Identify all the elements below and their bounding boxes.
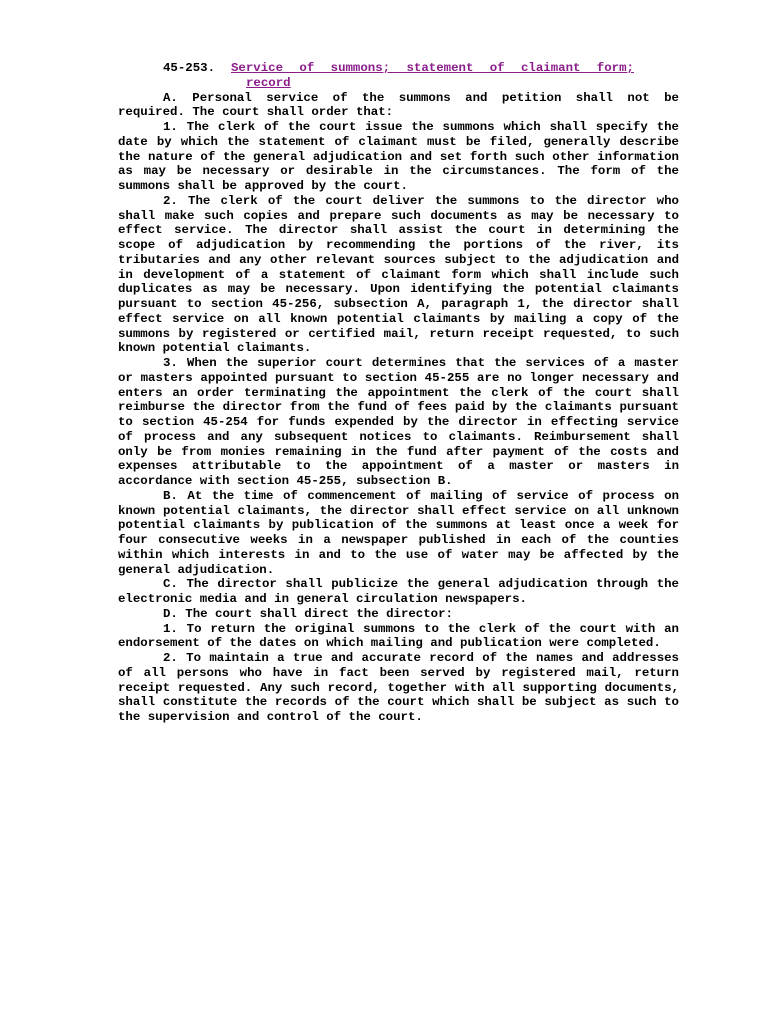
paragraph-A: A. Personal service of the summons and petition shall not be required. The court shall order that:: [118, 90, 679, 120]
paragraph-D-2: 2. To maintain a true and accurate record of the names and addresses of all persons who have in fact been served by registered mail, return receipt requested. Any such record, together with all supporting documents, shall constitute the records of the court which shall be subject as such to the supervision and control of the court.: [118, 651, 679, 724]
section-number: 45-253.: [163, 61, 216, 75]
paragraph-A-3: 3. When the superior court determines that the services of a master or masters appointed pursuant to section 45-255 are no longer necessary and enters an order terminating the appointment the clerk of the court shall reimburse the director from the fund of fees paid by the claimants pursuant to section 45-254 for funds expended by the director in effecting service of process and any subsequent notices to claimants. Reimbursement shall only be from monies remaining in the fund after payment of the costs and expenses attributable to the appointment of a master or masters in accordance with section 45-255, subsection B.: [118, 356, 679, 488]
paragraph-C: C. The director shall publicize the general adjudication through the electronic media and in general circulation newspapers.: [118, 577, 679, 606]
paragraph-D-1: 1. To return the original summons to the clerk of the court with an endorsement of the dates on which mailing and publication were completed.: [118, 621, 679, 651]
section-title-link[interactable]: [231, 61, 634, 91]
section-title-line-2[interactable]: record: [246, 75, 291, 90]
paragraph-D: D. The court shall direct the director:: [163, 606, 453, 621]
paragraph-B: B. At the time of commencement of mailing of service of process on known potential claimants, the director shall effect service on all unknown potential claimants by publication of the summons at least once a week for four consecutive weeks in a newspaper published in each of the counties within which interests in and to the use of water may be affected by the general adjudication.: [118, 488, 679, 577]
paragraph-A-1: 1. The clerk of the court issue the summons which shall specify the date by which the statement of claimant must be filed, generally describe the nature of the general adjudication and set forth such other information as may be necessary or desirable in the circumstances. The form of the summons shall be approved by the court.: [118, 120, 679, 193]
section-heading: [118, 61, 679, 91]
section-title-line-1[interactable]: Service of summons; statement of claimant form;: [231, 61, 634, 75]
paragraph-A-2: 2. The clerk of the court deliver the summons to the director who shall make such copies and prepare such documents as may be necessary to effect service. The director shall assist the court in determining the scope of adjudication by recommending the portions of the river, its tributaries and any other relevant sources subject to the adjudication and in development of a statement of claimant form which shall include such duplicates as may be necessary. Upon identifying the potential claimants pursuant to section 45-256, subsection A, paragraph 1, the director shall effect service on all known potential claimants by mailing a copy of the summons by registered or certified mail, return receipt requested, to such known potential claimants.: [118, 193, 679, 356]
statute-text: [118, 61, 679, 725]
